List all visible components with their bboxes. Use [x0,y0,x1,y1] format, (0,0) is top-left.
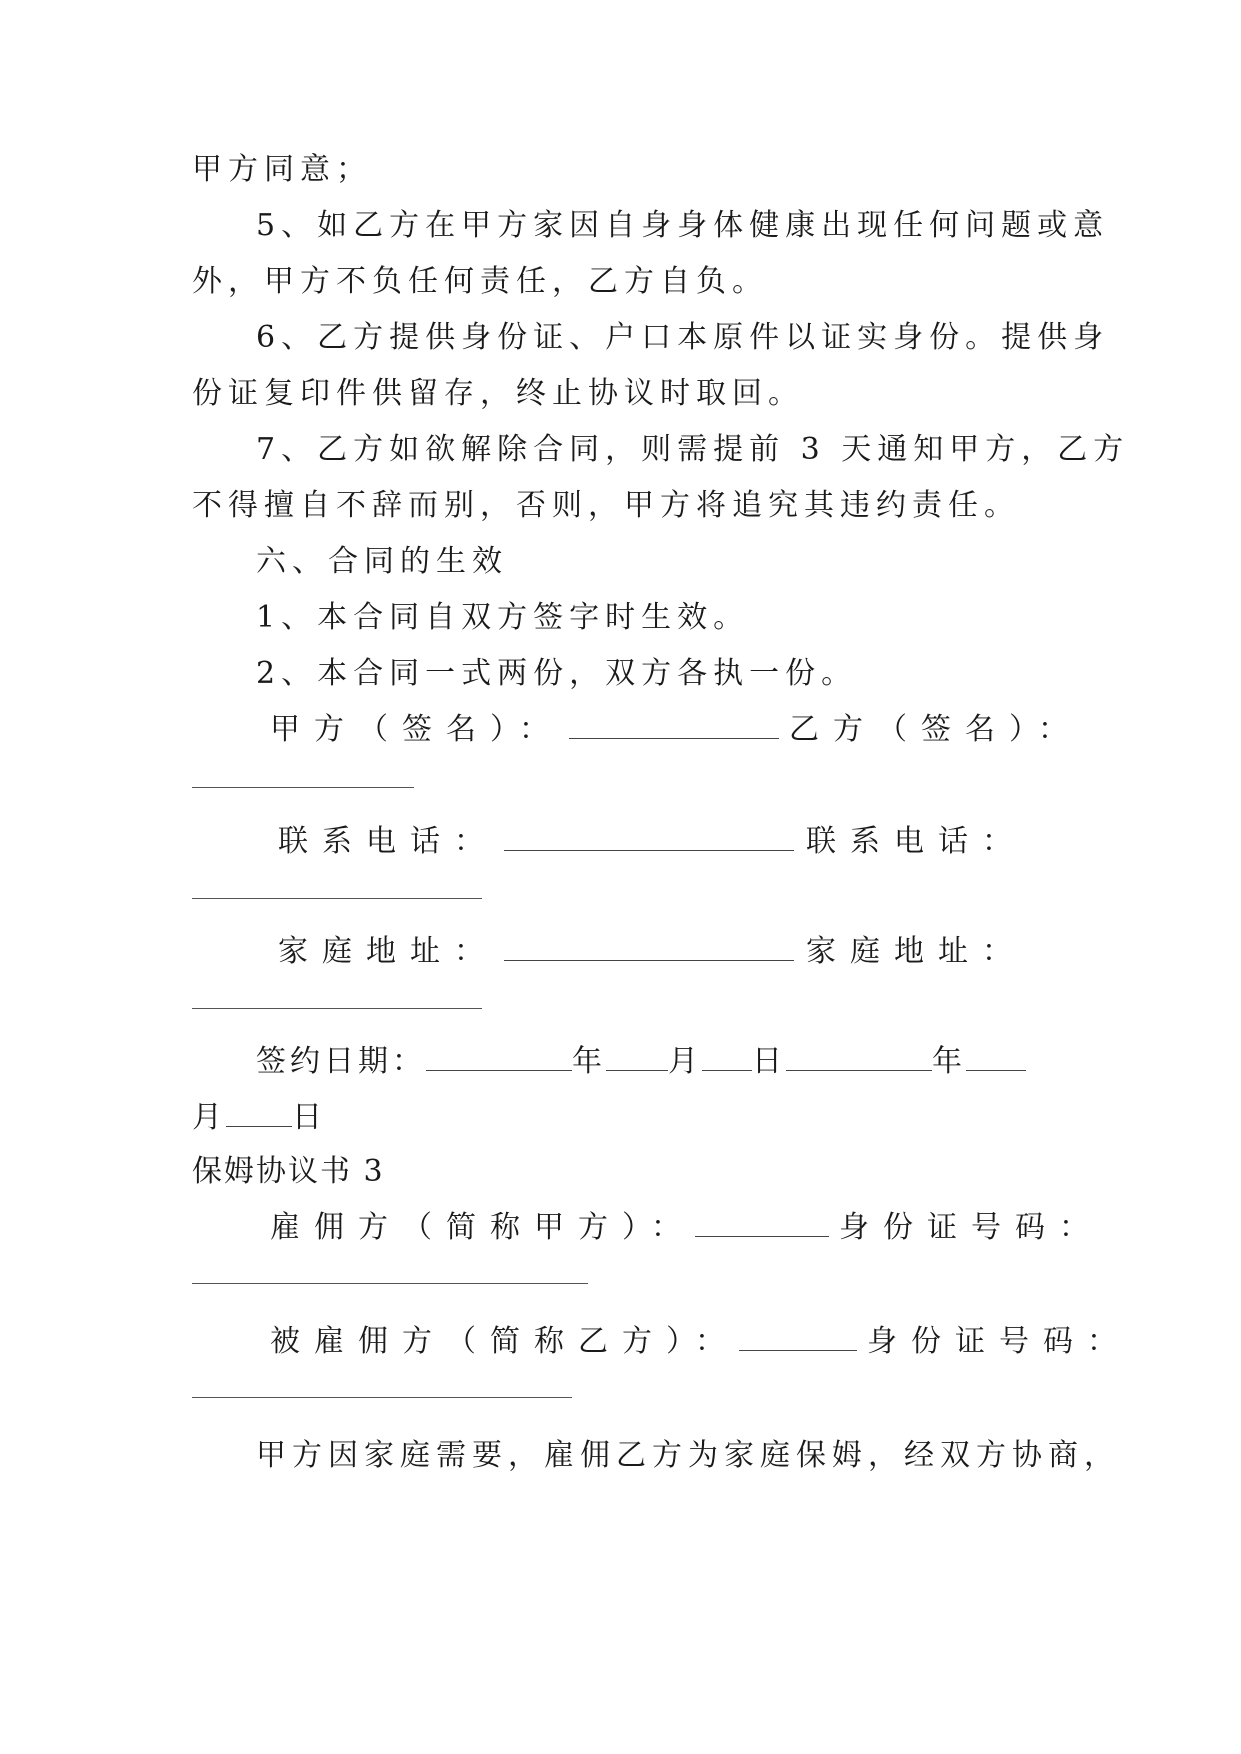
party-a-phone-blank [504,824,794,851]
year-label-b: 年 [932,1044,966,1079]
employee-row [270,1322,1131,1362]
party-a-address-blank [504,934,794,961]
party-b-address-label: 家庭地址： [806,934,1026,969]
employee-id-blank [192,1397,572,1398]
month-label-b: 月 [192,1100,226,1135]
intro-paragraph: 甲方因家庭需要，雇佣乙方为家庭保姆，经双方协商， [256,1438,1120,1473]
employee-name-blank [739,1324,857,1351]
phone-row [278,822,1026,862]
date-day-blank [702,1044,752,1071]
party-b-phone-blank [192,898,482,899]
clause-5: 5、如乙方在甲方家因自身身体健康出现任何问题或意 [256,208,1110,243]
date-year-blank-b [786,1044,932,1071]
date-month-blank [606,1044,668,1071]
employer-name-blank [695,1210,829,1237]
day-label-b: 日 [292,1100,326,1135]
clause-1: 1、本合同自双方签字时生效。 [256,600,750,635]
signature-row [270,710,1082,750]
clause-6: 6、乙方提供身份证、户口本原件以证实身份。提供身 [256,320,1110,355]
month-label: 月 [668,1044,702,1079]
date-day-blank-b [226,1100,292,1127]
employer-id-label: 身份证号码： [839,1210,1103,1245]
party-a-sign-label: 甲方（签名）： [270,712,563,747]
year-label: 年 [572,1044,606,1079]
section-heading: 六、合同的生效 [256,544,508,579]
text-line: 不得擅自不辞而别，否则，甲方将追究其违约责任。 [192,488,1020,523]
party-b-sign-blank [192,787,414,788]
party-a-sign-blank [569,712,779,739]
party-a-address-label: 家庭地址： [278,934,498,969]
employer-label: 雇佣方（简称甲方）： [270,1210,695,1245]
agreement-title: 保姆协议书 3 [192,1154,385,1189]
day-label: 日 [752,1044,786,1079]
text-line: 份证复印件供留存，终止协议时取回。 [192,376,804,411]
text-line: 外，甲方不负任何责任，乙方自负。 [192,264,768,299]
text-line: 甲方同意； [192,152,372,187]
clause-2: 2、本合同一式两份，双方各执一份。 [256,656,858,691]
date-label: 签约日期： [256,1044,426,1079]
clause-7: 7、乙方如欲解除合同，则需提前 3 天通知甲方，乙方 [256,432,1130,467]
party-b-address-blank [192,1008,482,1009]
party-a-phone-label: 联系电话： [278,824,498,859]
date-row-cont [192,1098,326,1138]
party-b-phone-label: 联系电话： [806,824,1026,859]
date-month-blank-b [966,1044,1026,1071]
employer-row [270,1208,1103,1248]
employee-label: 被雇佣方（简称乙方）： [270,1324,739,1359]
date-year-blank [426,1044,572,1071]
employer-id-blank [192,1283,588,1284]
address-row [278,932,1026,972]
employee-id-label: 身份证号码： [867,1324,1131,1359]
date-row [256,1042,1026,1082]
party-b-sign-label: 乙方（签名）： [789,712,1082,747]
